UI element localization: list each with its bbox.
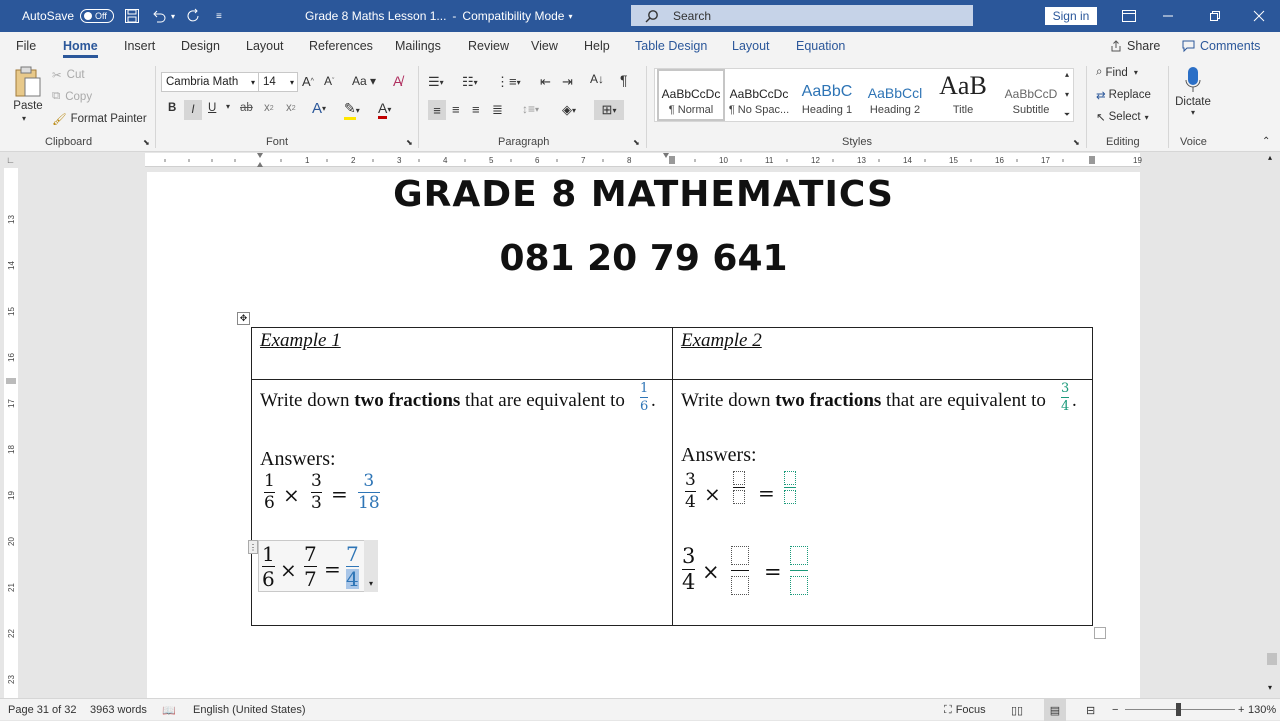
eq2-fraction-c: 7 4 xyxy=(346,542,359,591)
svg-text:11: 11 xyxy=(765,156,774,165)
svg-text:16: 16 xyxy=(7,353,16,362)
collapse-ribbon-icon[interactable]: ⌃ xyxy=(1262,136,1271,147)
eq2-fraction-b: 7 7 xyxy=(304,542,317,591)
justify-icon[interactable]: ≣ xyxy=(492,102,503,117)
find-button[interactable]: ⌕ Find ▾ xyxy=(1096,66,1138,79)
tab-references[interactable]: References xyxy=(309,39,373,53)
tab-equation[interactable]: Equation xyxy=(796,39,846,53)
copy-button[interactable]: ⧉ Copy xyxy=(52,90,93,103)
autosave-toggle[interactable]: Off xyxy=(80,9,114,23)
clipboard-icon xyxy=(14,66,42,98)
times-sign: × xyxy=(283,483,300,507)
save-icon[interactable] xyxy=(124,0,140,32)
tab-view[interactable]: View xyxy=(531,39,558,53)
select-button[interactable]: ↖ Select ▾ xyxy=(1096,111,1149,124)
bullets-icon[interactable]: ☰ ▾ xyxy=(428,74,444,89)
search-icon xyxy=(645,9,659,23)
document-page[interactable] xyxy=(147,172,1140,698)
equation-options-dropdown-icon[interactable]: ▾ xyxy=(364,540,378,592)
font-color-icon[interactable]: A ▾ xyxy=(378,100,391,119)
svg-text:19: 19 xyxy=(1133,156,1142,165)
chevron-down-icon[interactable]: ▾ xyxy=(568,11,573,21)
table-move-handle-icon[interactable]: ✥ xyxy=(237,312,250,325)
comment-icon xyxy=(1182,40,1195,52)
tab-table-design[interactable]: Table Design xyxy=(635,39,708,53)
close-icon[interactable] xyxy=(1244,0,1274,32)
svg-text:17: 17 xyxy=(7,399,16,408)
sort-icon[interactable]: A↓ xyxy=(590,72,605,86)
strikethrough-button[interactable]: ab xyxy=(240,102,253,114)
equals-sign: = xyxy=(331,482,348,506)
search-icon: ⌕ xyxy=(1096,66,1103,78)
share-button[interactable]: Share xyxy=(1110,32,1160,60)
vertical-ruler[interactable] xyxy=(4,168,18,698)
svg-text:13: 13 xyxy=(857,156,866,165)
shrink-font-icon[interactable]: A ˇ xyxy=(324,74,335,88)
read-mode-icon[interactable]: ▯▯ xyxy=(1011,704,1024,717)
mode-label[interactable]: Compatibility Mode xyxy=(462,9,565,23)
svg-text:18: 18 xyxy=(7,445,16,454)
svg-text:17: 17 xyxy=(1041,156,1050,165)
example-2-prompt: Write down two fractions that are equivalent to xyxy=(681,390,1046,411)
tab-home[interactable]: Home xyxy=(63,32,98,60)
dictate-button[interactable]: Dictate ▾ xyxy=(1174,66,1212,117)
styles-gallery xyxy=(654,68,1074,122)
scissors-icon: ✂ xyxy=(52,70,62,82)
document-phone: 081 20 79 641 xyxy=(499,238,788,279)
example-1-prompt: Write down two fractions that are equivalent to xyxy=(260,390,625,411)
svg-text:14: 14 xyxy=(7,261,16,270)
eq4-placeholder-b[interactable] xyxy=(731,546,749,595)
period: . xyxy=(1072,390,1077,411)
print-layout-icon[interactable]: ▤ xyxy=(1044,699,1066,721)
eq3-placeholder-c[interactable] xyxy=(784,471,796,504)
svg-text:8: 8 xyxy=(627,156,632,165)
style-no-spacing[interactable]: AaBbCcDc ¶ No Spac... xyxy=(728,86,790,116)
subscript-icon[interactable]: x 2 xyxy=(264,102,274,114)
minimize-icon[interactable] xyxy=(1153,0,1183,32)
web-layout-icon[interactable]: ⊟ xyxy=(1086,704,1096,717)
eq1-fraction-b: 3 3 xyxy=(311,471,322,513)
eq2-fraction-a: 1 6 xyxy=(262,542,275,591)
svg-text:20: 20 xyxy=(7,537,16,546)
autosave-label: AutoSave xyxy=(22,9,75,23)
proofing-icon[interactable]: 📖 xyxy=(162,704,176,717)
paragraph-group-label: Paragraph xyxy=(498,136,550,148)
borders-icon[interactable]: ⊞ ▾ xyxy=(594,100,624,120)
equals-sign: = xyxy=(758,481,775,505)
svg-text:7: 7 xyxy=(581,156,586,165)
svg-text:22: 22 xyxy=(7,629,16,638)
scroll-down-icon[interactable]: ▾ xyxy=(1268,683,1273,692)
equals-sign: = xyxy=(764,560,782,584)
eq1-fraction-c: 3 18 xyxy=(358,471,380,513)
style-title[interactable]: AaB Title xyxy=(939,70,987,116)
svg-text:15: 15 xyxy=(949,156,958,165)
focus-icon: ⛶ xyxy=(944,703,952,716)
tab-file[interactable]: File xyxy=(16,39,37,53)
svg-text:12: 12 xyxy=(811,156,820,165)
svg-text:3: 3 xyxy=(397,156,402,165)
tab-layout[interactable]: Layout xyxy=(246,39,284,53)
decrease-indent-icon[interactable]: ⇤ xyxy=(540,74,551,89)
increase-indent-icon[interactable]: ⇥ xyxy=(562,74,573,89)
eq1-fraction-a: 1 6 xyxy=(264,471,275,513)
example-1-target-fraction: 1 6 xyxy=(640,381,649,414)
microphone-icon xyxy=(1184,66,1202,94)
svg-text:6: 6 xyxy=(535,156,540,165)
tab-review[interactable]: Review xyxy=(468,39,509,53)
clipboard-group-label: Clipboard xyxy=(45,136,93,148)
tab-selector[interactable]: ∟ xyxy=(6,155,15,165)
redo-icon[interactable] xyxy=(186,0,202,32)
zoom-in-icon[interactable]: + xyxy=(1238,704,1245,716)
tab-table-layout[interactable]: Layout xyxy=(732,39,770,53)
restore-icon[interactable] xyxy=(1200,0,1230,32)
svg-text:1: 1 xyxy=(305,156,310,165)
svg-text:4: 4 xyxy=(443,156,448,165)
svg-text:14: 14 xyxy=(903,156,912,165)
eq3-placeholder-b[interactable] xyxy=(733,471,745,504)
line-spacing-icon[interactable]: ↕≡ ▾ xyxy=(522,102,540,116)
style-heading-2[interactable]: AaBbCcl Heading 2 xyxy=(867,84,923,116)
editing-group-label: Editing xyxy=(1106,136,1140,148)
table-resize-handle[interactable] xyxy=(1094,627,1106,639)
clear-formatting-icon[interactable]: A̸ xyxy=(393,73,403,89)
styles-launcher-icon[interactable]: ⬊ xyxy=(1073,138,1080,147)
ribbon-display-icon[interactable] xyxy=(1114,0,1144,32)
page-count[interactable]: Page 31 of 32 xyxy=(8,704,77,716)
document-title: Grade 8 Maths Lesson 1... - Compatibility Mode ▾ xyxy=(305,9,573,23)
replace-button[interactable]: ⇄ Replace xyxy=(1096,89,1151,102)
svg-text:5: 5 xyxy=(489,156,494,165)
underline-dropdown-icon[interactable]: ▾ xyxy=(226,102,231,111)
align-center-icon[interactable]: ≡ xyxy=(452,102,460,117)
times-sign: × xyxy=(702,560,720,584)
style-normal[interactable]: AaBbCcDc ¶ Normal xyxy=(657,69,725,121)
undo-icon[interactable] xyxy=(151,0,167,32)
example-1-header: Example 1 xyxy=(260,330,341,351)
word-count[interactable]: 3963 words xyxy=(90,704,147,716)
svg-text:2: 2 xyxy=(351,156,356,165)
undo-dropdown-icon[interactable]: ▾ xyxy=(171,11,176,21)
underline-button[interactable]: U xyxy=(208,102,217,114)
search-placeholder: Search xyxy=(673,8,712,23)
change-case-icon[interactable]: Aa ▾ xyxy=(352,74,377,88)
menu-bar xyxy=(0,32,1280,60)
autosave[interactable] xyxy=(22,0,114,32)
eq3-fraction-a: 3 4 xyxy=(685,470,696,512)
paragraph-launcher-icon[interactable]: ⬊ xyxy=(633,138,640,147)
examples-table[interactable] xyxy=(251,327,1093,626)
ribbon xyxy=(0,60,1280,152)
style-subtitle[interactable]: AaBbCcD Subtitle xyxy=(1004,86,1058,116)
tab-mailings[interactable]: Mailings xyxy=(395,39,441,53)
svg-text:15: 15 xyxy=(7,307,16,316)
language[interactable]: English (United States) xyxy=(193,704,306,716)
svg-text:13: 13 xyxy=(7,215,16,224)
search-box[interactable] xyxy=(631,5,973,26)
sign-in-button[interactable]: Sign in xyxy=(1045,7,1097,25)
example-2-answers-label: Answers: xyxy=(681,444,757,466)
svg-text:23: 23 xyxy=(7,675,16,684)
copy-icon: ⧉ xyxy=(52,90,61,102)
font-launcher-icon[interactable]: ⬊ xyxy=(406,138,413,147)
equation-handle-icon[interactable]: ⋮ xyxy=(248,540,258,554)
zoom-out-icon[interactable]: − xyxy=(1112,704,1119,716)
replace-icon: ⇄ xyxy=(1096,90,1106,102)
example-2-header: Example 2 xyxy=(681,330,762,351)
text-effects-icon[interactable]: A ▾ xyxy=(312,100,327,117)
vertical-scrollbar[interactable] xyxy=(1264,153,1280,698)
superscript-icon[interactable]: x 2 xyxy=(286,102,296,114)
svg-text:16: 16 xyxy=(995,156,1004,165)
example-2-target-fraction: 3 4 xyxy=(1061,381,1070,414)
clipboard-launcher-icon[interactable]: ⬊ xyxy=(143,138,150,147)
tab-insert[interactable]: Insert xyxy=(124,39,156,53)
tab-design[interactable]: Design xyxy=(181,39,220,53)
shading-icon[interactable]: ◈ ▾ xyxy=(562,102,577,117)
eq4-fraction-a: 3 4 xyxy=(682,544,696,594)
align-left-icon[interactable]: ≡ xyxy=(428,100,446,120)
bold-button[interactable]: B xyxy=(168,102,177,114)
times-sign: × xyxy=(704,482,721,506)
svg-text:10: 10 xyxy=(719,156,728,165)
paste-button[interactable]: Paste xyxy=(12,66,44,112)
customize-qat-icon[interactable]: ≡ xyxy=(216,10,222,22)
align-right-icon[interactable]: ≡ xyxy=(472,102,480,117)
styles-group-label: Styles xyxy=(842,136,872,148)
eq4-placeholder-c[interactable] xyxy=(790,546,808,595)
svg-text:19: 19 xyxy=(7,491,16,500)
highlight-icon[interactable]: ✎ ▾ xyxy=(344,100,360,120)
format-painter-button[interactable]: 🖌 Format Painter xyxy=(52,113,147,126)
tab-help[interactable]: Help xyxy=(584,39,610,53)
document-heading: GRADE 8 MATHEMATICS xyxy=(393,174,894,215)
svg-text:21: 21 xyxy=(7,583,16,592)
equation-edit-box[interactable] xyxy=(258,540,378,592)
numbering-icon[interactable]: ☷ ▾ xyxy=(462,74,478,89)
font-group-label: Font xyxy=(266,136,289,148)
comments-button[interactable]: Comments xyxy=(1182,32,1260,60)
example-1-answers-label: Answers: xyxy=(260,448,336,470)
style-heading-1[interactable]: AaBbC Heading 1 xyxy=(801,82,853,116)
zoom-level[interactable]: 130% xyxy=(1248,704,1277,716)
voice-group-label: Voice xyxy=(1180,136,1207,148)
cursor-icon: ↖ xyxy=(1096,112,1106,124)
cut-button[interactable]: ✂ Cut xyxy=(52,69,85,82)
scroll-up-icon[interactable]: ▴ xyxy=(1268,153,1273,162)
equals-sign: = xyxy=(324,557,341,581)
scroll-thumb[interactable] xyxy=(1267,653,1277,665)
paste-dropdown-icon[interactable]: ▾ xyxy=(22,114,27,123)
pilcrow-icon[interactable]: ¶ xyxy=(620,72,628,88)
share-icon xyxy=(1110,40,1122,52)
title-bar xyxy=(0,0,1280,32)
period: . xyxy=(651,390,656,411)
font-size-combo[interactable]: 14 ▾ xyxy=(258,72,298,92)
status-bar xyxy=(0,698,1280,720)
grow-font-icon[interactable]: A ^ xyxy=(302,74,314,89)
font-name-combo[interactable]: Cambria Math ▾ xyxy=(161,72,259,92)
zoom-slider-thumb[interactable] xyxy=(1176,703,1181,716)
styles-scroll[interactable]: ▴ ▾ ⏷ xyxy=(1063,70,1071,119)
times-sign: × xyxy=(280,558,297,582)
multilevel-list-icon[interactable]: ⋮≡ ▾ xyxy=(496,74,521,89)
italic-button[interactable]: I xyxy=(184,100,202,120)
brush-icon: 🖌 xyxy=(52,114,67,126)
focus-button[interactable]: ⛶ Focus xyxy=(944,703,986,716)
horizontal-ruler[interactable] xyxy=(145,153,1140,167)
